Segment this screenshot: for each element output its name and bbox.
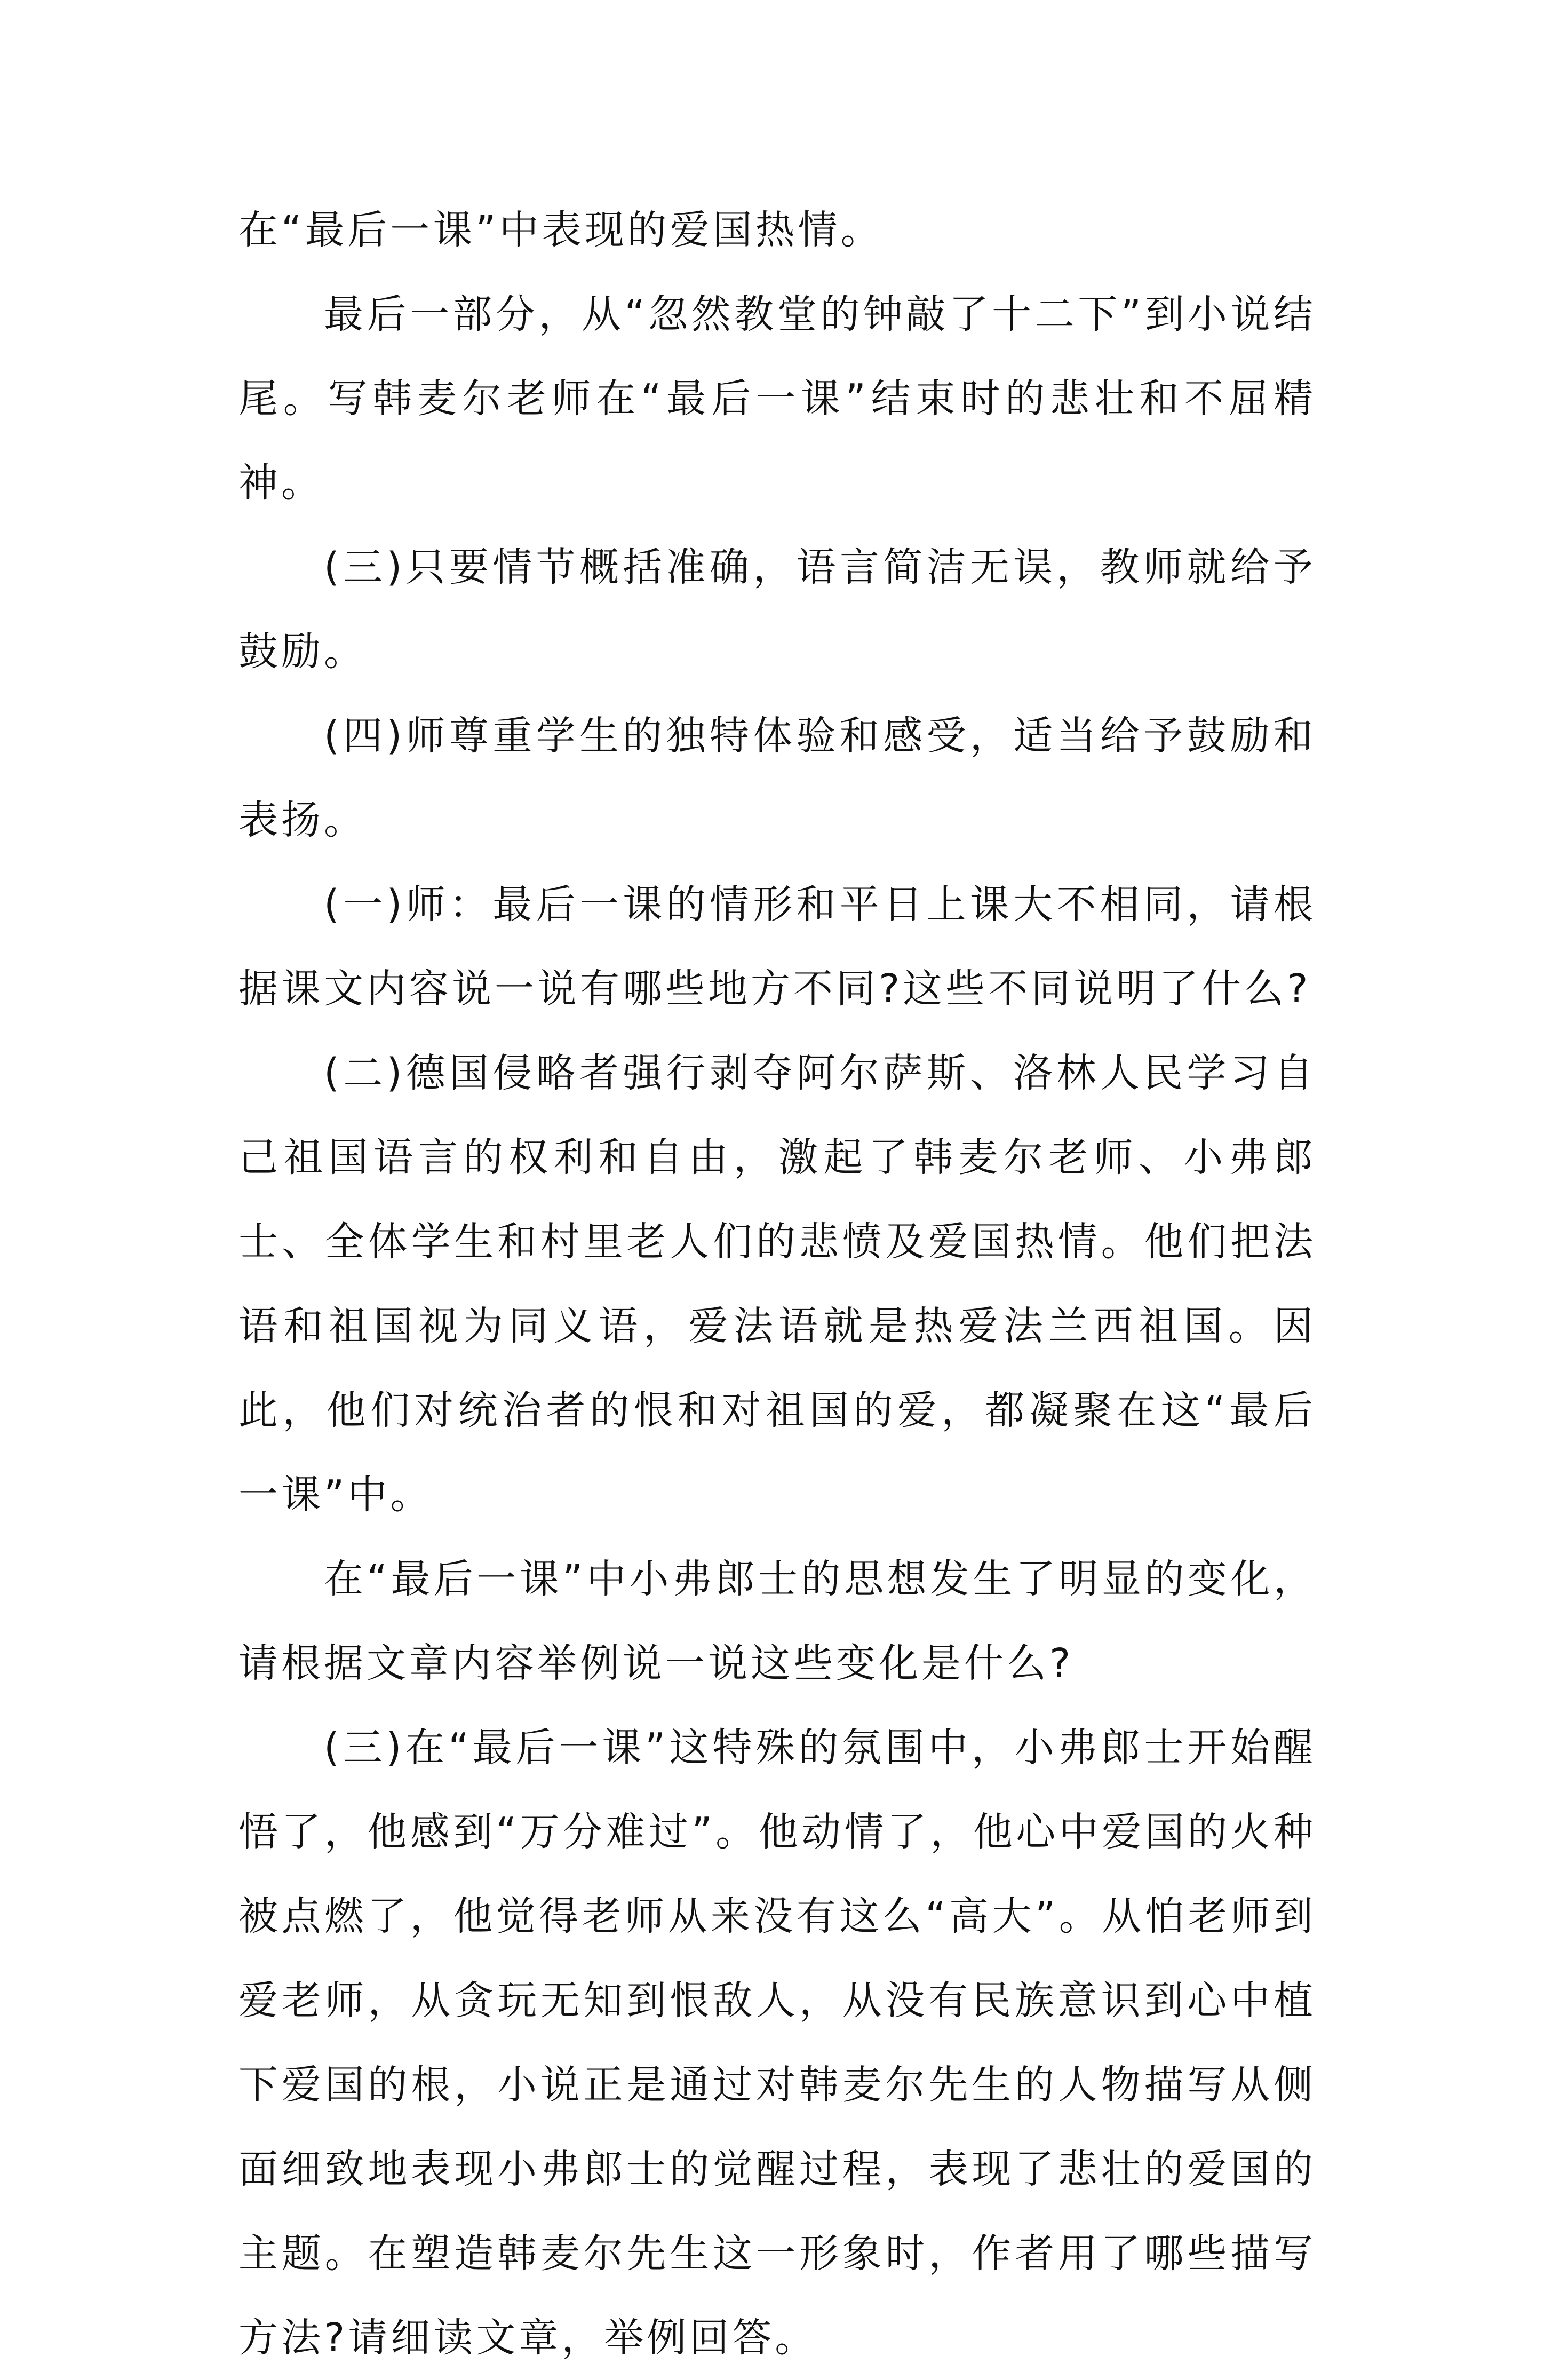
paragraph-5: (一)师：最后一课的情形和平日上课大不相同，请根据课文内容说一说有哪些地方不同?这些不同说明了什么? — [238, 882, 1316, 1012]
paragraph-1: 在“最后一课”中表现的爱国热情。 — [238, 207, 884, 253]
paragraph-7: 在“最后一课”中小弗郎士的思想发生了明显的变化，请根据文章内容举例说一说这些变化是什么? — [238, 1556, 1316, 1686]
paragraph-6: (二)德国侵略者强行剥夺阿尔萨斯、洛林人民学习自己祖国语言的权利和自由，激起了韩麦尔老师、小弗郎士、全体学生和村里老人们的悲愤及爱国热情。他们把法语和祖国视为同义语，爱法语就是热爱法兰西祖国。因此，他们对统治者的恨和对祖国的爱，都凝聚在这“最后一课”中。 — [238, 1050, 1316, 1518]
paragraph-8: (三)在“最后一课”这特殊的氛围中，小弗郎士开始醒悟了，他感到“万分难过”。他动情了，他心中爱国的火种被点燃了，他觉得老师从来没有这么“高大”。从怕老师到爱老师，从贪玩无知到恨敌人，从没有民族意识到心中植下爱国的根，小说正是通过对韩麦尔先生的人物描写从侧面细致地表现小弗郎士的觉醒过程，表现了悲壮的爱国的主题。在塑造韩麦尔先生这一形象时，作者用了哪些描写方法?请细读文章，举例回答。 — [238, 1725, 1316, 2361]
document-body — [238, 188, 1316, 2380]
paragraph-2: 最后一部分，从“忽然教堂的钟敲了十二下”到小说结尾。写韩麦尔老师在“最后一课”结束时的悲壮和不屈精神。 — [238, 291, 1316, 506]
paragraph-3: (三)只要情节概括准确，语言简洁无误，教师就给予鼓励。 — [238, 544, 1316, 675]
paragraph-4: (四)师尊重学生的独特体验和感受，适当给予鼓励和表扬。 — [238, 713, 1316, 843]
